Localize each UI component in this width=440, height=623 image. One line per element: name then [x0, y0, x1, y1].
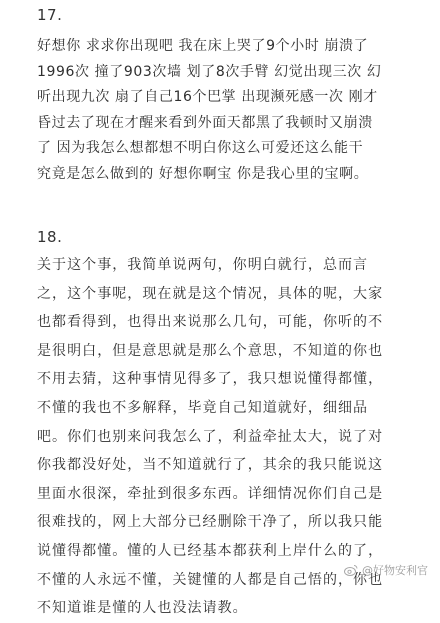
paragraph-line: 里面水很深，牵扯到很多东西。详细情况你们自己是 [37, 485, 384, 502]
paragraph-line: 也都看得到，也得出来说那么几句，可能，你听的不 [37, 314, 384, 331]
paragraph-line: 昏过去了现在才醒来看到外面天都黑了我顿时又崩溃 [37, 114, 373, 131]
weibo-icon [344, 564, 358, 576]
paragraph-line: 关于这个事，我简单说两句，你明白就行，总而言 [37, 257, 369, 273]
paragraph-line: 之，这个事呢，现在就是这个情况，具体的呢，大家 [37, 285, 384, 302]
paragraph-line: 吧。你们也别来问我怎么了，利益牵扯太大，说了对 [37, 428, 384, 445]
paragraph-line: 不懂的我也不多解释，毕竟自己知道就好，细细品 [37, 399, 369, 416]
paragraph-line: 不知道谁是懂的人也没法请教。 [37, 600, 248, 617]
paragraph-line: 听出现九次 扇了自己16个巴掌 出现濒死感一次 刚才 [37, 89, 378, 105]
paragraph-line: 不用去猜，这种事情见得多了，我只想说懂得都懂， [37, 371, 384, 388]
paragraph-line: 很难找的，网上大部分已经删除干净了，所以我只能 [37, 514, 384, 531]
section-17-paragraph [37, 34, 409, 187]
paragraph-line: 了 因为我怎么想都想不明白你这么可爱还这么能干 [37, 140, 364, 156]
paragraph-line: 说懂得都懂。懂的人已经基本都获利上岸什么的了， [37, 542, 384, 559]
paragraph-line: 究竟是怎么做到的 好想你啊宝 你是我心里的宝啊。 [37, 165, 369, 182]
paragraph-line: 好想你 求求你出现吧 我在床上哭了9个小时 崩溃了 [37, 38, 369, 54]
section-18-number: 18. [37, 228, 63, 246]
section-17-number: 17. [37, 6, 63, 24]
watermark [344, 562, 428, 578]
paragraph-line: 1996次 撞了903次墙 划了8次手臂 幻觉出现三次 幻 [37, 63, 382, 80]
paragraph-line: 你我都没好处，当不知道就行了，其余的我只能说这 [37, 457, 384, 474]
paragraph-line: 不懂的人永远不懂，关键懂的人都是自己悟的，你也 [37, 571, 384, 588]
paragraph-line: 是很明白，但是意思就是那么个意思，不知道的你也 [37, 342, 384, 359]
watermark-text: @好物安利官 [362, 564, 428, 577]
